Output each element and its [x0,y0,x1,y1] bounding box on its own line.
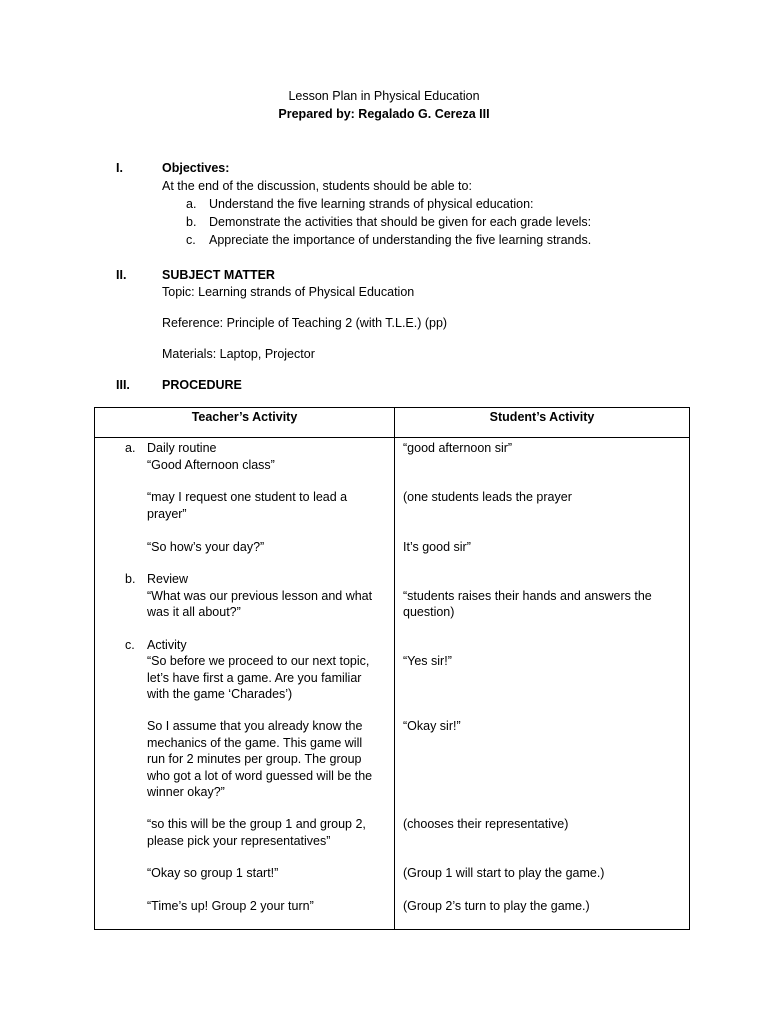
student-line: “Okay sir!” [403,719,461,733]
step-letter: b. [125,572,136,586]
step-letter: c. [125,638,135,652]
student-line: It’s good sir” [403,540,471,554]
student-line: (Group 1 will start to play the game.) [403,866,605,880]
teacher-line: “may I request one student to lead a [147,490,348,504]
subject-reference: Reference: Principle of Teaching 2 (with T.L.E.) (pp) [162,316,448,330]
student-activity-cell [395,438,690,930]
section-heading-subject-matter: SUBJECT MATTER [162,268,275,282]
document-title: Lesson Plan in Physical Education [288,89,480,103]
student-line: (Group 2’s turn to play the game.) [403,899,590,913]
objective-item: Understand the five learning strands of physical education: [209,197,534,211]
student-line: “good afternoon sir” [403,441,513,455]
objectives-intro: At the end of the discussion, students should be able to: [162,179,472,193]
teacher-line: who got a lot of word guessed will be the [147,769,373,783]
student-line: (one students leads the prayer [403,490,572,504]
teacher-line: So I assume that you already know the [147,719,363,733]
teacher-line: run for 2 minutes per group. The group [147,752,362,766]
teacher-line: was it all about?” [147,605,241,619]
section-numeral-procedure: III. [116,378,130,392]
teacher-line: let’s have first a game. Are you familiar [147,671,362,685]
section-numeral-objectives: I. [116,161,123,175]
prepared-by: Prepared by: Regalado G. Cereza III [278,107,490,121]
teacher-line: “Time’s up! Group 2 your turn” [147,899,314,913]
step-title: Activity [147,638,187,652]
objective-item: Demonstrate the activities that should be given for each grade levels: [209,215,592,229]
teacher-line: mechanics of the game. This game will [147,736,363,750]
teacher-activity-cell [95,438,395,930]
objective-item: Appreciate the importance of understanding the five learning strands. [209,233,592,247]
teacher-line: “So how’s your day?” [147,540,265,554]
objective-letter: c. [186,233,196,247]
subject-materials: Materials: Laptop, Projector [162,347,315,361]
section-heading-objectives: Objectives: [162,161,230,175]
table-row [95,438,690,930]
section-numeral-subject-matter: II. [116,268,127,282]
student-line: question) [403,605,455,619]
teacher-line: prayer” [147,507,187,521]
teacher-line: “Good Afternoon class” [147,458,275,472]
teacher-line: “So before we proceed to our next topic, [147,654,370,668]
step-title: Review [147,572,188,586]
objective-letter: a. [186,197,197,211]
column-header-student: Student’s Activity [395,408,690,438]
student-line: “students raises their hands and answers the [403,589,652,603]
teacher-line: “Okay so group 1 start!” [147,866,279,880]
student-line: (chooses their representative) [403,817,569,831]
teacher-line: with the game ‘Charades’) [147,687,293,701]
column-header-teacher: Teacher’s Activity [95,408,395,438]
subject-topic: Topic: Learning strands of Physical Education [162,285,415,299]
teacher-line: winner okay?” [147,785,225,799]
section-heading-procedure: PROCEDURE [162,378,242,392]
teacher-line: “What was our previous lesson and what [147,589,373,603]
teacher-line: “so this will be the group 1 and group 2, [147,817,366,831]
step-letter: a. [125,441,136,455]
teacher-line: please pick your representatives” [147,834,331,848]
student-line: “Yes sir!” [403,654,452,668]
procedure-table [94,407,690,930]
objective-letter: b. [186,215,197,229]
step-title: Daily routine [147,441,217,455]
